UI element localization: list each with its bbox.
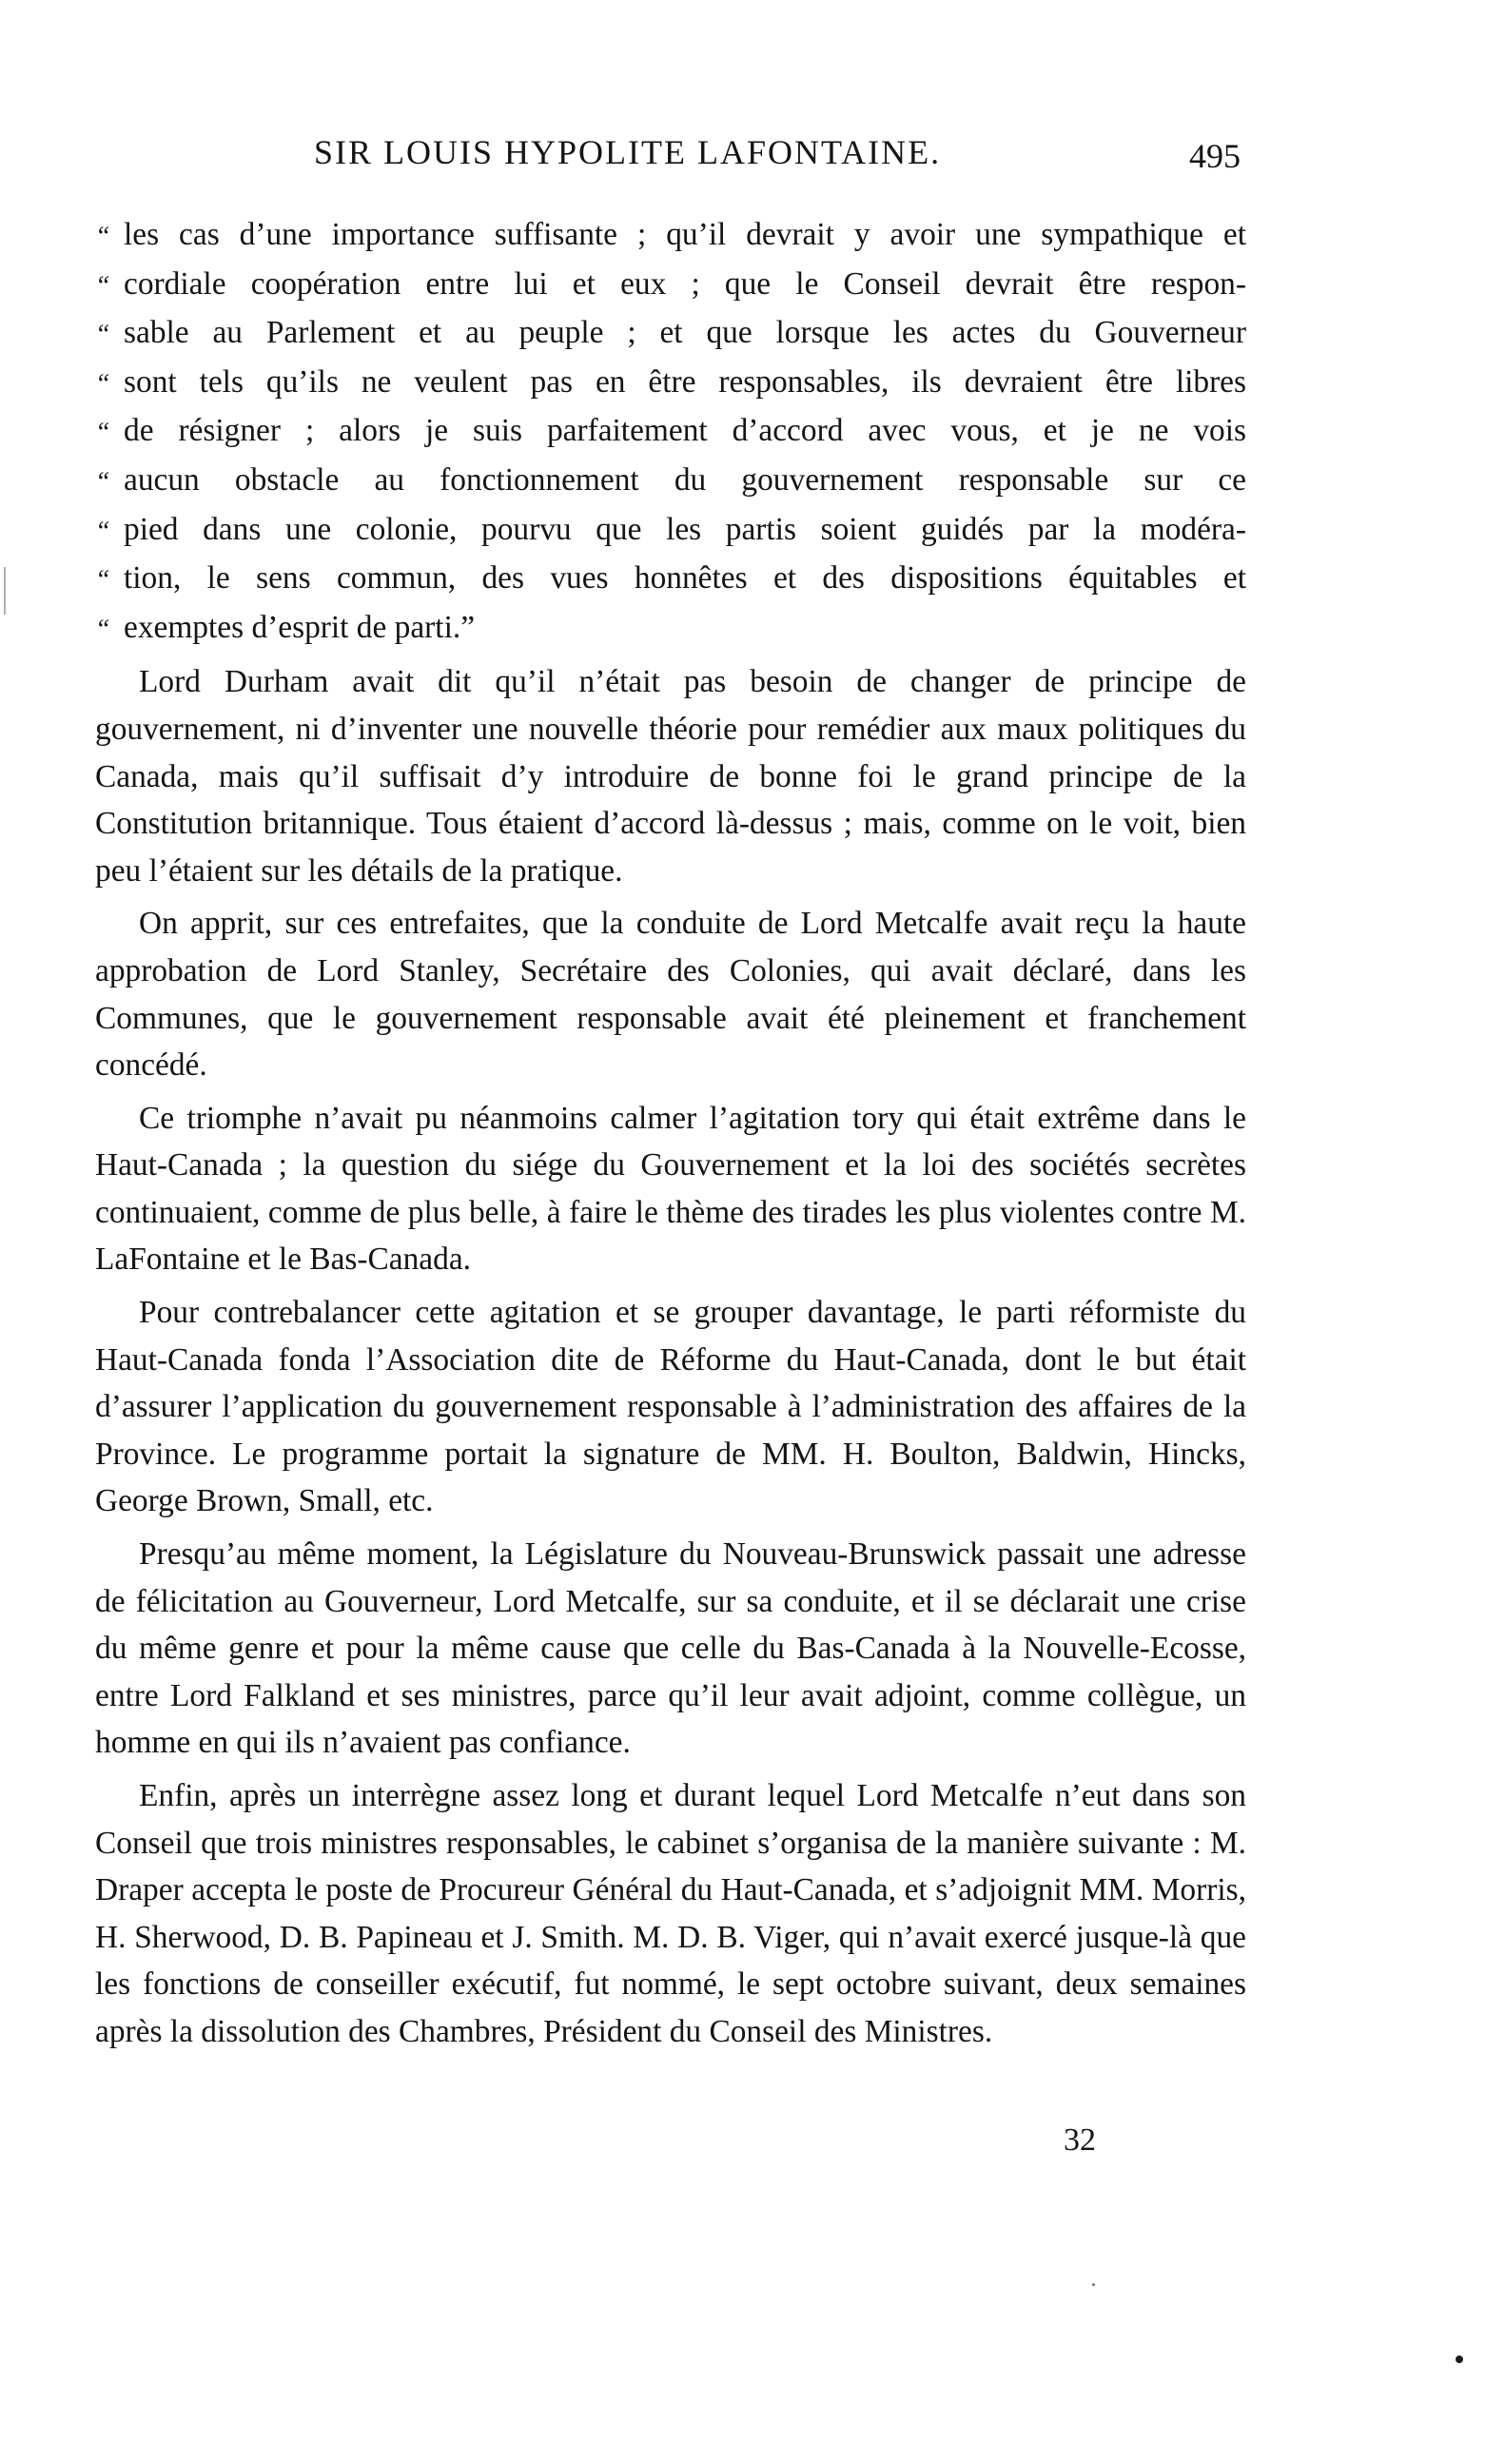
quote-line: “ aucun obstacle au fonctionnement du gouvernement responsable sur ce bbox=[95, 457, 1246, 506]
page-number: 495 bbox=[1189, 137, 1241, 175]
quote-line: “ sont tels qu’ils ne veulent pas en être responsables, ils devraient être libres bbox=[95, 359, 1246, 408]
paragraph-lord-durham: Lord Durham avait dit qu’il n’était pas besoin de changer de principe de gouvernement, ni d’inventer une nouvelle théorie pour remédier aux maux politiques du Canada, mais qu’il suffisait d’y introduire de bonne foi le grand principe de la Constitution britannique. Tous étaient d’accord là-dessus ; mais, comme on le voit, bien peu l’étaient sur les détails de la pratique. bbox=[95, 664, 1246, 889]
quote-mark: “ bbox=[95, 222, 110, 251]
print-speck bbox=[1456, 2356, 1463, 2363]
quote-line: “ de résigner ; alors je suis parfaitement d’accord avec vous, et je ne vois bbox=[95, 407, 1246, 457]
quote-line: “ pied dans une colonie, pourvu que les partis soient guidés par la modéra- bbox=[95, 506, 1246, 556]
quote-mark: “ bbox=[95, 516, 110, 546]
quote-mark: “ bbox=[95, 565, 110, 596]
paragraph-agitation-tory: Ce triomphe n’avait pu néanmoins calmer l’agitation tory qui était extrême dans le Haut-Canada ; la question du siége du Gouvernement et la loi des sociétés secrètes continuaient, comme de plus belle, à faire le thème des tirades les plus violentes contre M. LaFontaine et le Bas-Canada. bbox=[95, 1100, 1246, 1278]
quote-mark: “ bbox=[95, 466, 110, 497]
quote-line: “ tion, le sens commun, des vues honnêtes et des dispositions équitables et bbox=[95, 555, 1246, 604]
print-speck bbox=[1092, 2283, 1095, 2286]
paragraph-association-reforme: Pour contrebalancer cette agitation et se grouper davantage, le parti réformiste du Haut-Canada fonda l’Association dite de Réforme du Haut-Canada, dont le but était d’assurer l’application du gouvernement responsable à l’administration des affaires de la Province. Le programme portait la signature de MM. H. Boulton, Baldwin, Hincks, George Brown, Small, etc. bbox=[95, 1295, 1246, 1519]
page-edge-mark bbox=[4, 567, 6, 615]
quote-mark: “ bbox=[95, 418, 110, 448]
quote-mark: “ bbox=[95, 270, 110, 301]
quote-mark: “ bbox=[95, 614, 110, 644]
quote-line: “ cordiale coopération entre lui et eux ; que le Conseil devrait être respon- bbox=[95, 261, 1246, 310]
quote-line: “ les cas d’une importance suffisante ; qu’il devrait y avoir une sympathique et bbox=[95, 211, 1246, 261]
quotation-block bbox=[95, 211, 1246, 653]
body-text bbox=[95, 211, 1246, 2062]
quote-mark: “ bbox=[95, 320, 110, 350]
quote-mark: “ bbox=[95, 368, 110, 399]
paragraph-nouveau-brunswick: Presqu’au même moment, la Législature du Nouveau-Brunswick passait une adresse de félicitation au Gouverneur, Lord Metcalfe, sur sa conduite, et il se déclarait une crise du même genre et pour la même cause que celle du Bas-Canada à la Nouvelle-Ecosse, entre Lord Falkland et ses ministres, parce qu’il leur avait adjoint, comme collègue, un homme en qui ils n’avaient pas confiance. bbox=[95, 1536, 1246, 1761]
quote-line: “ sable au Parlement et au peuple ; et que lorsque les actes du Gouverneur bbox=[95, 309, 1246, 359]
signature-mark: 32 bbox=[1064, 2122, 1096, 2158]
running-title: SIR LOUIS HYPOLITE LAFONTAINE. bbox=[314, 133, 942, 171]
quote-line: “ exemptes d’esprit de parti.” bbox=[95, 604, 1246, 654]
paragraph-lord-stanley: On apprit, sur ces entrefaites, que la conduite de Lord Metcalfe avait reçu la haute approbation de Lord Stanley, Secrétaire des Colonies, qui avait déclaré, dans les Communes, que le gouvernement responsable avait été pleinement et franchement concédé. bbox=[95, 906, 1246, 1084]
paragraph-cabinet: Enfin, après un interrègne assez long et durant lequel Lord Metcalfe n’eut dans son Conseil que trois ministres responsables, le cabinet s’organisa de la manière suivante : M. Draper accepta le poste de Procureur Général du Haut-Canada, et s’adjoignit MM. Morris, H. Sherwood, D. B. Papineau et J. Smith. M. D. B. Viger, qui n’avait exercé jusque-là que les fonctions de conseiller exécutif, fut nommé, le sept octobre suivant, deux semaines après la dissolution des Chambres, Président du Conseil des Ministres. bbox=[95, 1778, 1246, 2049]
